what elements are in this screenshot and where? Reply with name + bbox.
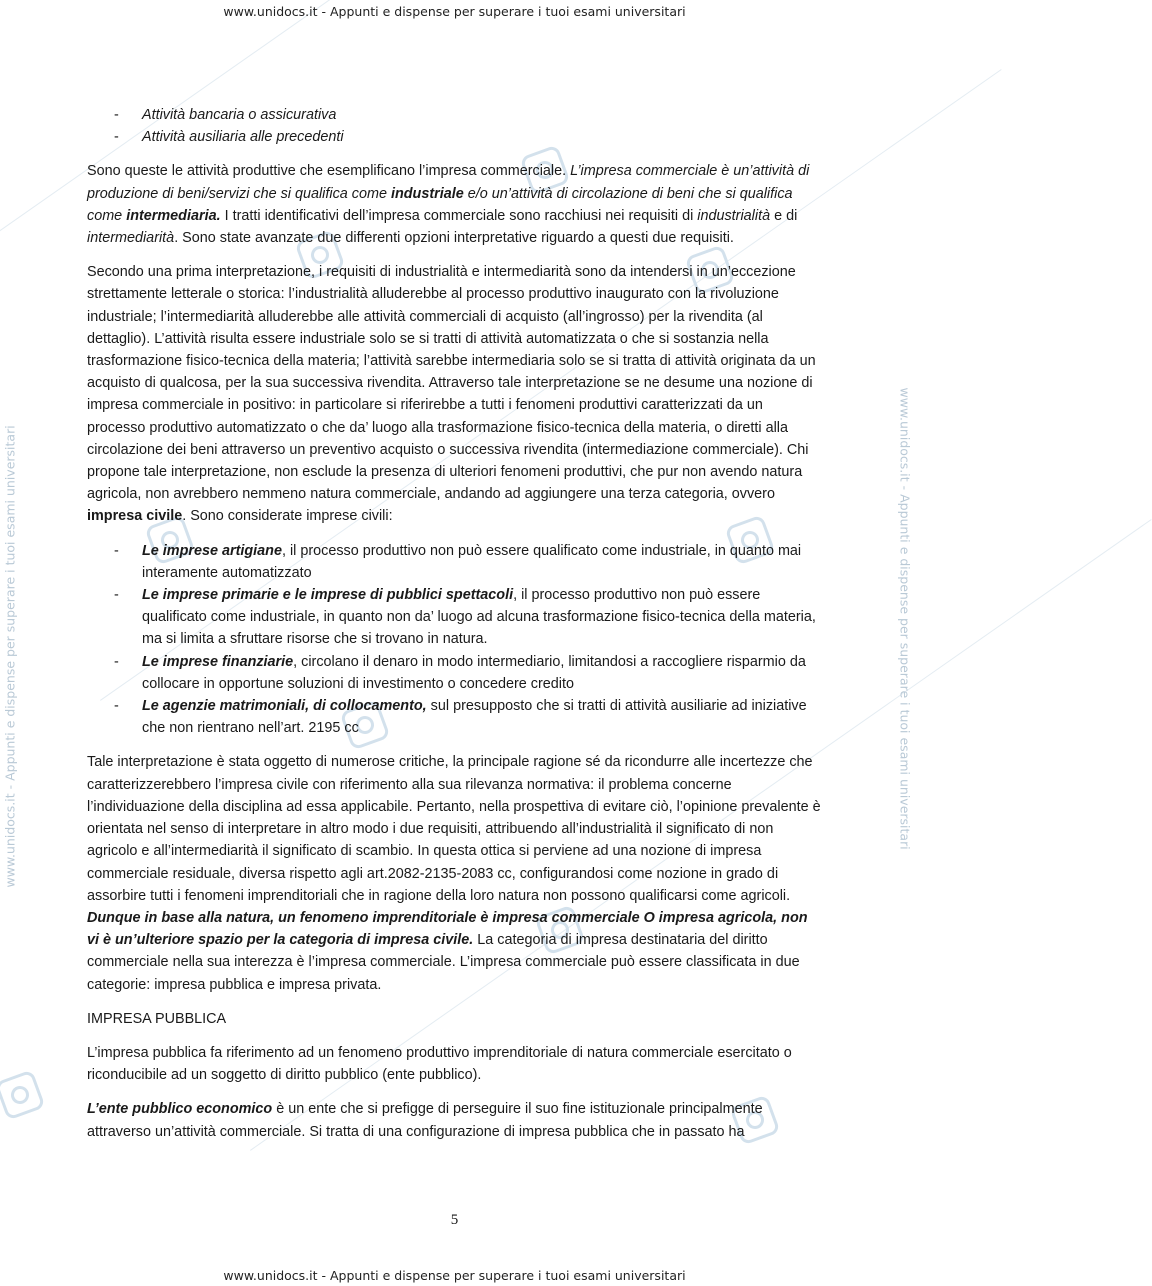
paragraph-public-enterprise: L’impresa pubblica fa riferimento ad un fenomeno produttivo imprenditoriale di natura commerciale esercitato o riconducibile ad un soggetto di diritto pubblico (ente pubblico). — [87, 1044, 792, 1084]
list-item: - Le agenzie matrimoniali, di collocamento, sul presupposto che si tratti di attività ausiliarie ad iniziative che non rientrano nell’art. 2195 cc — [114, 698, 807, 737]
paragraph-first-interpretation: Secondo una prima interpretazione, i requisiti di industrialità e intermediarità sono da intendersi in un’eccezione strettamente letterale o storica: l’industrialità alluderebbe al processo produttivo inaugurato con la rivoluzione industriale; l’intermediarità alluderebbe alle attività commerciali di acquisto (all’ingrosso) per la rivendita (al dettaglio). L’attività risulta essere industriale solo se si tratti di attività automatizzata o che si sostanzia nella trasformazione fisico-tecnica della materia; l’attività sarebbe intermediaria solo se si tratta di attività originata da un acquisto di qualcosa, per la sua successiva rivendita. Attraverso tale interpretazione se ne desume una nozione di impresa commerciale in positivo: in particolare si riferirebbe a tutti i fenomeni produttivi caratterizzati da un processo produttivo automatizzato o che da’ luogo alla trasformazione fisico-tecnica della materia, o diretti alla circolazione dei beni attraverso un preventivo acquisto o successiva rivendita (intermediazione commerciale). Chi propone tale interpretazione, non esclude la presenza di ulteriori fenomeni produttivi, che pur non avendo natura agricola, non avrebbero nemmeno natura commerciale, andando ad aggiungere una terza categoria, ovvero impresa civile. Sono considerate imprese civili: — [87, 264, 816, 525]
document-body — [87, 104, 822, 1155]
list-item: - Attività ausiliaria alle precedenti — [114, 129, 344, 146]
list-item: - Le imprese primarie e le imprese di pubblici spettacoli, il processo produttivo non può essere qualificato come industriale, in quanto non da’ luogo ad alcuna trasformazione fisico-tecnica della materia, ma si limita a sfruttare risorse che si trovano in natura. — [114, 587, 816, 648]
watermark-side-right: www.unidocs.it - Appunti e dispense per superare i tuoi esami universitari — [897, 387, 913, 850]
paragraph-criticism: Tale interpretazione è stata oggetto di numerose critiche, la principale ragione sé da ricondurre alle incertezze che caratterizzerebbero l’impresa civile con riferimento alla sua rilevanza normativa: il problema concerne l’individuazione della disciplina ad essa applicabile. Pertanto, nella prospettiva di evitare ciò, l’opinione prevalente è orientata nel senso di interpretare in altro modo i due requisiti, attribuendo all’industrialità il significato di non agricolo e all’intermediarità il significato di scambio. In questa ottica si perviene ad una nozione di impresa commerciale residuale, diversa rispetto agli art.2082-2135-2083 cc, configurandosi come nozione in grado di assorbire tutti i fenomeni imprenditoriali che in ragione della loro natura non possono qualificarsi come agricoli. Dunque in base alla natura, un fenomeno imprenditoriale è impresa commerciale O impresa agricola, non vi è un’ulteriore spazio per la categoria di impresa civile. La categoria di impresa destinataria del diritto commerciale nella sua interezza è l’impresa commerciale. L’impresa commerciale può essere classificata in due categorie: impresa pubblica e impresa privata. — [87, 754, 821, 993]
civil-enterprise-list — [87, 540, 822, 740]
list-item: - Attività bancaria o assicurativa — [114, 107, 337, 123]
watermark-side-left: www.unidocs.it - Appunti e dispense per superare i tuoi esami universitari — [2, 425, 18, 888]
list-item: - Le imprese artigiane, il processo produttivo non può essere qualificato come industriale, in quanto mai interamente automatizzato — [114, 542, 802, 581]
watermark-header: www.unidocs.it - Appunti e dispense per superare i tuoi esami universitari — [223, 4, 686, 19]
section-heading: IMPRESA PUBBLICA — [87, 1010, 227, 1027]
paragraph-commercial-enterprise: Sono queste le attività produttive che esemplificano l’impresa commerciale. L’impresa commerciale è un’attività di produzione di beni/servizi che si qualifica come industriale e/o un’attività di circolazione di beni che si qualifica come intermediaria. I tratti identificativi dell’impresa commerciale sono racchiusi nei requisiti di industrialità e di intermediarità. Sono state avanzate due differenti opzioni interpretative riguardo a questi due requisiti. — [87, 163, 810, 247]
activity-list — [87, 104, 822, 148]
page-number: 5 — [450, 1212, 459, 1228]
watermark-footer: www.unidocs.it - Appunti e dispense per superare i tuoi esami universitari — [223, 1268, 686, 1283]
list-item: - Le imprese finanziarie, circolano il denaro in modo intermediario, limitandosi a raccogliere risparmio da collocare in opportune soluzioni di investimento o concedere credito — [114, 653, 806, 692]
paragraph-public-economic-entity: L’ente pubblico economico è un ente che si prefigge di perseguire il suo fine istituzionale principalmente attraverso un’attività commerciale. Si tratta di una configurazione di impresa pubblica che in passato ha — [87, 1101, 763, 1140]
watermark-logo-icon — [0, 1069, 46, 1120]
